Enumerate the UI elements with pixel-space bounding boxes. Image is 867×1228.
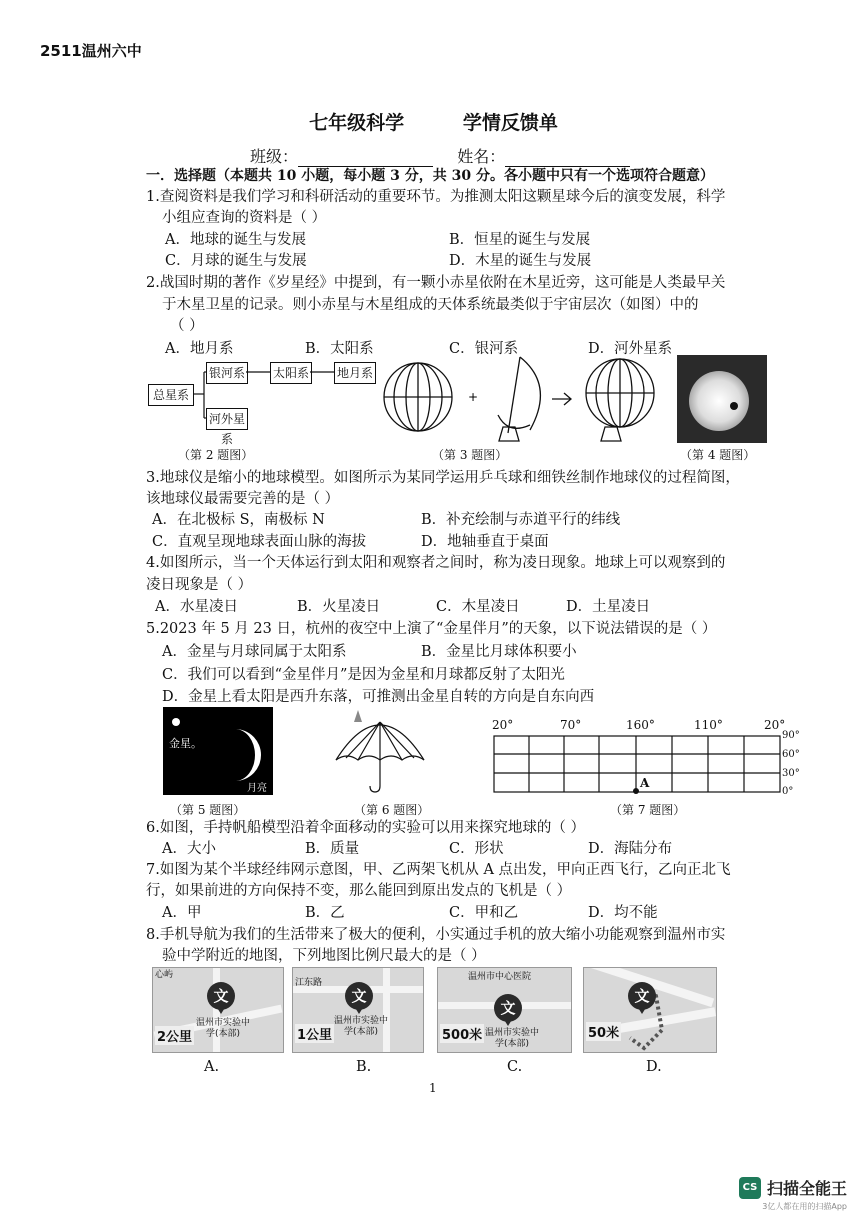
map-b-scale: 1公里 bbox=[295, 1024, 334, 1043]
page-title bbox=[0, 108, 867, 135]
q1-line2: 小组应查询的资料是（ ） bbox=[162, 210, 327, 226]
name-blank bbox=[505, 150, 630, 167]
q5-option-a: A．金星与月球同属于太阳系 bbox=[162, 644, 347, 660]
map-b bbox=[292, 967, 424, 1053]
map-a-top-label: 心屿 bbox=[155, 970, 174, 980]
title-subject: 七年级科学 bbox=[309, 112, 405, 134]
name-label: 姓名： bbox=[457, 147, 506, 166]
plus-sign: + bbox=[468, 390, 479, 404]
lon-label-1: 20° bbox=[492, 718, 514, 732]
q7-option-d: D．均不能 bbox=[588, 905, 658, 921]
brand-name: 扫描全能王 bbox=[766, 1179, 847, 1198]
map-c-scale: 500米 bbox=[440, 1024, 484, 1043]
map-d bbox=[583, 967, 717, 1053]
q3-option-d: D．地轴垂直于桌面 bbox=[421, 534, 549, 550]
map-d-scale: 50米 bbox=[586, 1022, 621, 1041]
q7-option-a: A．甲 bbox=[162, 905, 202, 921]
q8-line2: 验中学附近的地图，下列地图比例尺最大的是（ ） bbox=[162, 948, 486, 964]
q8-line1: 8.手机导航为我们的生活带来了极大的便利，小实通过手机的放大缩小功能观察到温州市实 bbox=[146, 927, 726, 943]
q3-option-b: B．补充绘制与赤道平行的纬线 bbox=[421, 512, 621, 528]
lon-label-3: 160° bbox=[626, 718, 655, 732]
q4-option-d: D．土星凌日 bbox=[566, 599, 651, 615]
box-other-galaxies: 河外星系 bbox=[206, 408, 248, 430]
school-pin-icon: 文 bbox=[494, 994, 522, 1022]
q5-option-c: C．我们可以看到“金星伴月”是因为金星和月球都反射了太阳光 bbox=[162, 667, 565, 683]
lon-label-4: 110° bbox=[694, 718, 723, 732]
q2-option-a: A．地月系 bbox=[165, 341, 234, 357]
venus-label: 金星。 bbox=[169, 737, 202, 750]
figure-4-sun-transit bbox=[677, 355, 767, 443]
map-option-b: B. bbox=[356, 1059, 372, 1075]
q7-option-b: B．乙 bbox=[305, 905, 345, 921]
map-option-d: D. bbox=[646, 1059, 662, 1075]
figure-7-caption: （第 7 题图） bbox=[610, 803, 686, 817]
q2-line3: （ ） bbox=[170, 318, 204, 334]
class-label: 班级： bbox=[250, 147, 299, 166]
q7-option-c: C．甲和乙 bbox=[449, 905, 519, 921]
figure-2-caption: （第 2 题图） bbox=[178, 448, 254, 462]
figure-6-caption: （第 6 题图） bbox=[354, 803, 430, 817]
school-pin-icon: 文 bbox=[345, 982, 373, 1010]
class-name-line bbox=[250, 144, 630, 167]
q7-line2: 行，如果前进的方向保持不变，那么能回到原出发点的飞机是（ ） bbox=[146, 883, 572, 899]
figure-3-globe bbox=[380, 355, 665, 445]
q4-line1: 4.如图所示，当一个天体运行到太阳和观察者之间时，称为凌日现象。地球上可以观察到的 bbox=[146, 555, 726, 571]
q3-line2: 该地球仪最需要完善的是（ ） bbox=[146, 491, 340, 507]
point-a-label: A bbox=[640, 776, 650, 790]
q6-option-c: C．形状 bbox=[449, 841, 504, 857]
figure-3-caption: （第 3 题图） bbox=[432, 448, 508, 462]
map-option-c: C. bbox=[507, 1059, 523, 1075]
q7-line1: 7.如图为某个半球经纬网示意图，甲、乙两架飞机从 A 点出发，甲向正西飞行，乙向正北飞 bbox=[146, 862, 731, 878]
q5-line1: 5.2023 年 5 月 23 日，杭州的夜空中上演了“金星伴月”的天象，以下说法错误的是（ ） bbox=[146, 621, 717, 637]
q5-option-b: B．金星比月球体积要小 bbox=[421, 644, 577, 660]
point-a-marker bbox=[633, 788, 639, 794]
q4-option-c: C．木星凌日 bbox=[436, 599, 520, 615]
box-milky-way: 银河系 bbox=[206, 362, 248, 384]
q1-option-d: D．木星的诞生与发展 bbox=[449, 253, 592, 269]
q4-option-b: B．火星凌日 bbox=[297, 599, 381, 615]
q2-option-b: B．太阳系 bbox=[305, 341, 374, 357]
q1-option-a: A．地球的诞生与发展 bbox=[165, 232, 306, 248]
page-number: 1 bbox=[429, 1081, 437, 1095]
lat-label-30: 30° bbox=[782, 768, 800, 779]
lat-label-0: 0° bbox=[782, 786, 794, 797]
section-heading: 一．选择题（本题共 10 小题，每小题 3 分，共 30 分。各小题中只有一个选项符合题意） bbox=[146, 168, 714, 184]
q2-option-d: D．河外星系 bbox=[588, 341, 673, 357]
map-c bbox=[437, 967, 572, 1053]
figure-2-hierarchy bbox=[148, 360, 378, 446]
q4-option-a: A．水星凌日 bbox=[155, 599, 238, 615]
q2-line1: 2.战国时期的著作《岁星经》中提到，有一颗小赤星依附在木星近旁，这可能是人类最早关 bbox=[146, 275, 726, 291]
map-b-school-label: 温州市实验中学(本部) bbox=[333, 1016, 388, 1037]
figure-6-umbrella bbox=[330, 700, 430, 798]
lon-label-5: 20° bbox=[764, 718, 786, 732]
q6-option-d: D．海陆分布 bbox=[588, 841, 673, 857]
map-c-top-label: 温州市中心医院 bbox=[468, 972, 532, 982]
school-pin-icon: 文 bbox=[628, 982, 656, 1010]
q1-option-b: B．恒星的诞生与发展 bbox=[449, 232, 591, 248]
q3-option-a: A．在北极标 S，南极标 N bbox=[152, 512, 325, 528]
box-total-galaxy: 总星系 bbox=[148, 384, 194, 406]
moon-label: 月亮 bbox=[247, 783, 267, 794]
figure-5-caption: （第 5 题图） bbox=[170, 803, 246, 817]
q2-option-c: C．银河系 bbox=[449, 341, 519, 357]
figure-5-venus-moon bbox=[163, 707, 273, 795]
lon-label-2: 70° bbox=[560, 718, 582, 732]
q6-option-b: B．质量 bbox=[305, 841, 360, 857]
cs-logo-icon: CS bbox=[739, 1177, 761, 1199]
q4-line2: 凌日现象是（ ） bbox=[146, 577, 253, 593]
map-a-school-label: 温州市实验中学(本部) bbox=[195, 1018, 250, 1039]
figure-7-grid bbox=[484, 718, 814, 800]
q1-option-c: C．月球的诞生与发展 bbox=[165, 253, 307, 269]
map-a-scale: 2公里 bbox=[155, 1026, 194, 1045]
umbrella-drawing bbox=[330, 700, 430, 798]
school-label: 2511温州六中 bbox=[40, 42, 142, 60]
sun-image bbox=[677, 355, 767, 443]
box-earth-moon: 地月系 bbox=[334, 362, 376, 384]
lat-label-90: 90° bbox=[782, 730, 800, 741]
scanner-watermark bbox=[739, 1176, 847, 1212]
q5-option-d: D．金星上看太阳是西升东落，可推测出金星自转的方向是自东向西 bbox=[162, 689, 595, 705]
map-a bbox=[152, 967, 284, 1053]
school-pin-icon: 文 bbox=[207, 982, 235, 1010]
box-solar-system: 太阳系 bbox=[270, 362, 312, 384]
globe-drawing bbox=[380, 355, 665, 445]
q2-line2: 于木星卫星的记录。则小赤星与木星组成的天体系统最类似于宇宙层次（如图）中的 bbox=[162, 297, 699, 313]
figure-4-caption: （第 4 题图） bbox=[680, 448, 756, 462]
class-blank bbox=[298, 150, 433, 167]
map-c-school-label: 温州市实验中学(本部) bbox=[484, 1028, 539, 1049]
q3-line1: 3.地球仪是缩小的地球模型。如图所示为某同学运用乒乓球和细铁丝制作地球仪的过程简图， bbox=[146, 470, 740, 486]
map-option-a: A. bbox=[204, 1059, 220, 1075]
brand-slogan: 3亿人都在用的扫描App bbox=[762, 1202, 847, 1211]
q6-line1: 6.如图，手持帆船模型沿着伞面移动的实验可以用来探究地球的（ ） bbox=[146, 820, 585, 836]
title-doc: 学情反馈单 bbox=[462, 112, 558, 134]
lat-label-60: 60° bbox=[782, 749, 800, 760]
map-b-top-label: 江东路 bbox=[295, 978, 323, 988]
q3-option-c: C．直观呈现地球表面山脉的海拔 bbox=[152, 534, 367, 550]
q6-option-a: A．大小 bbox=[162, 841, 216, 857]
q1-line1: 1.查阅资料是我们学习和科研活动的重要环节。为推测太阳这颗星球今后的演变发展，科学 bbox=[146, 189, 726, 205]
